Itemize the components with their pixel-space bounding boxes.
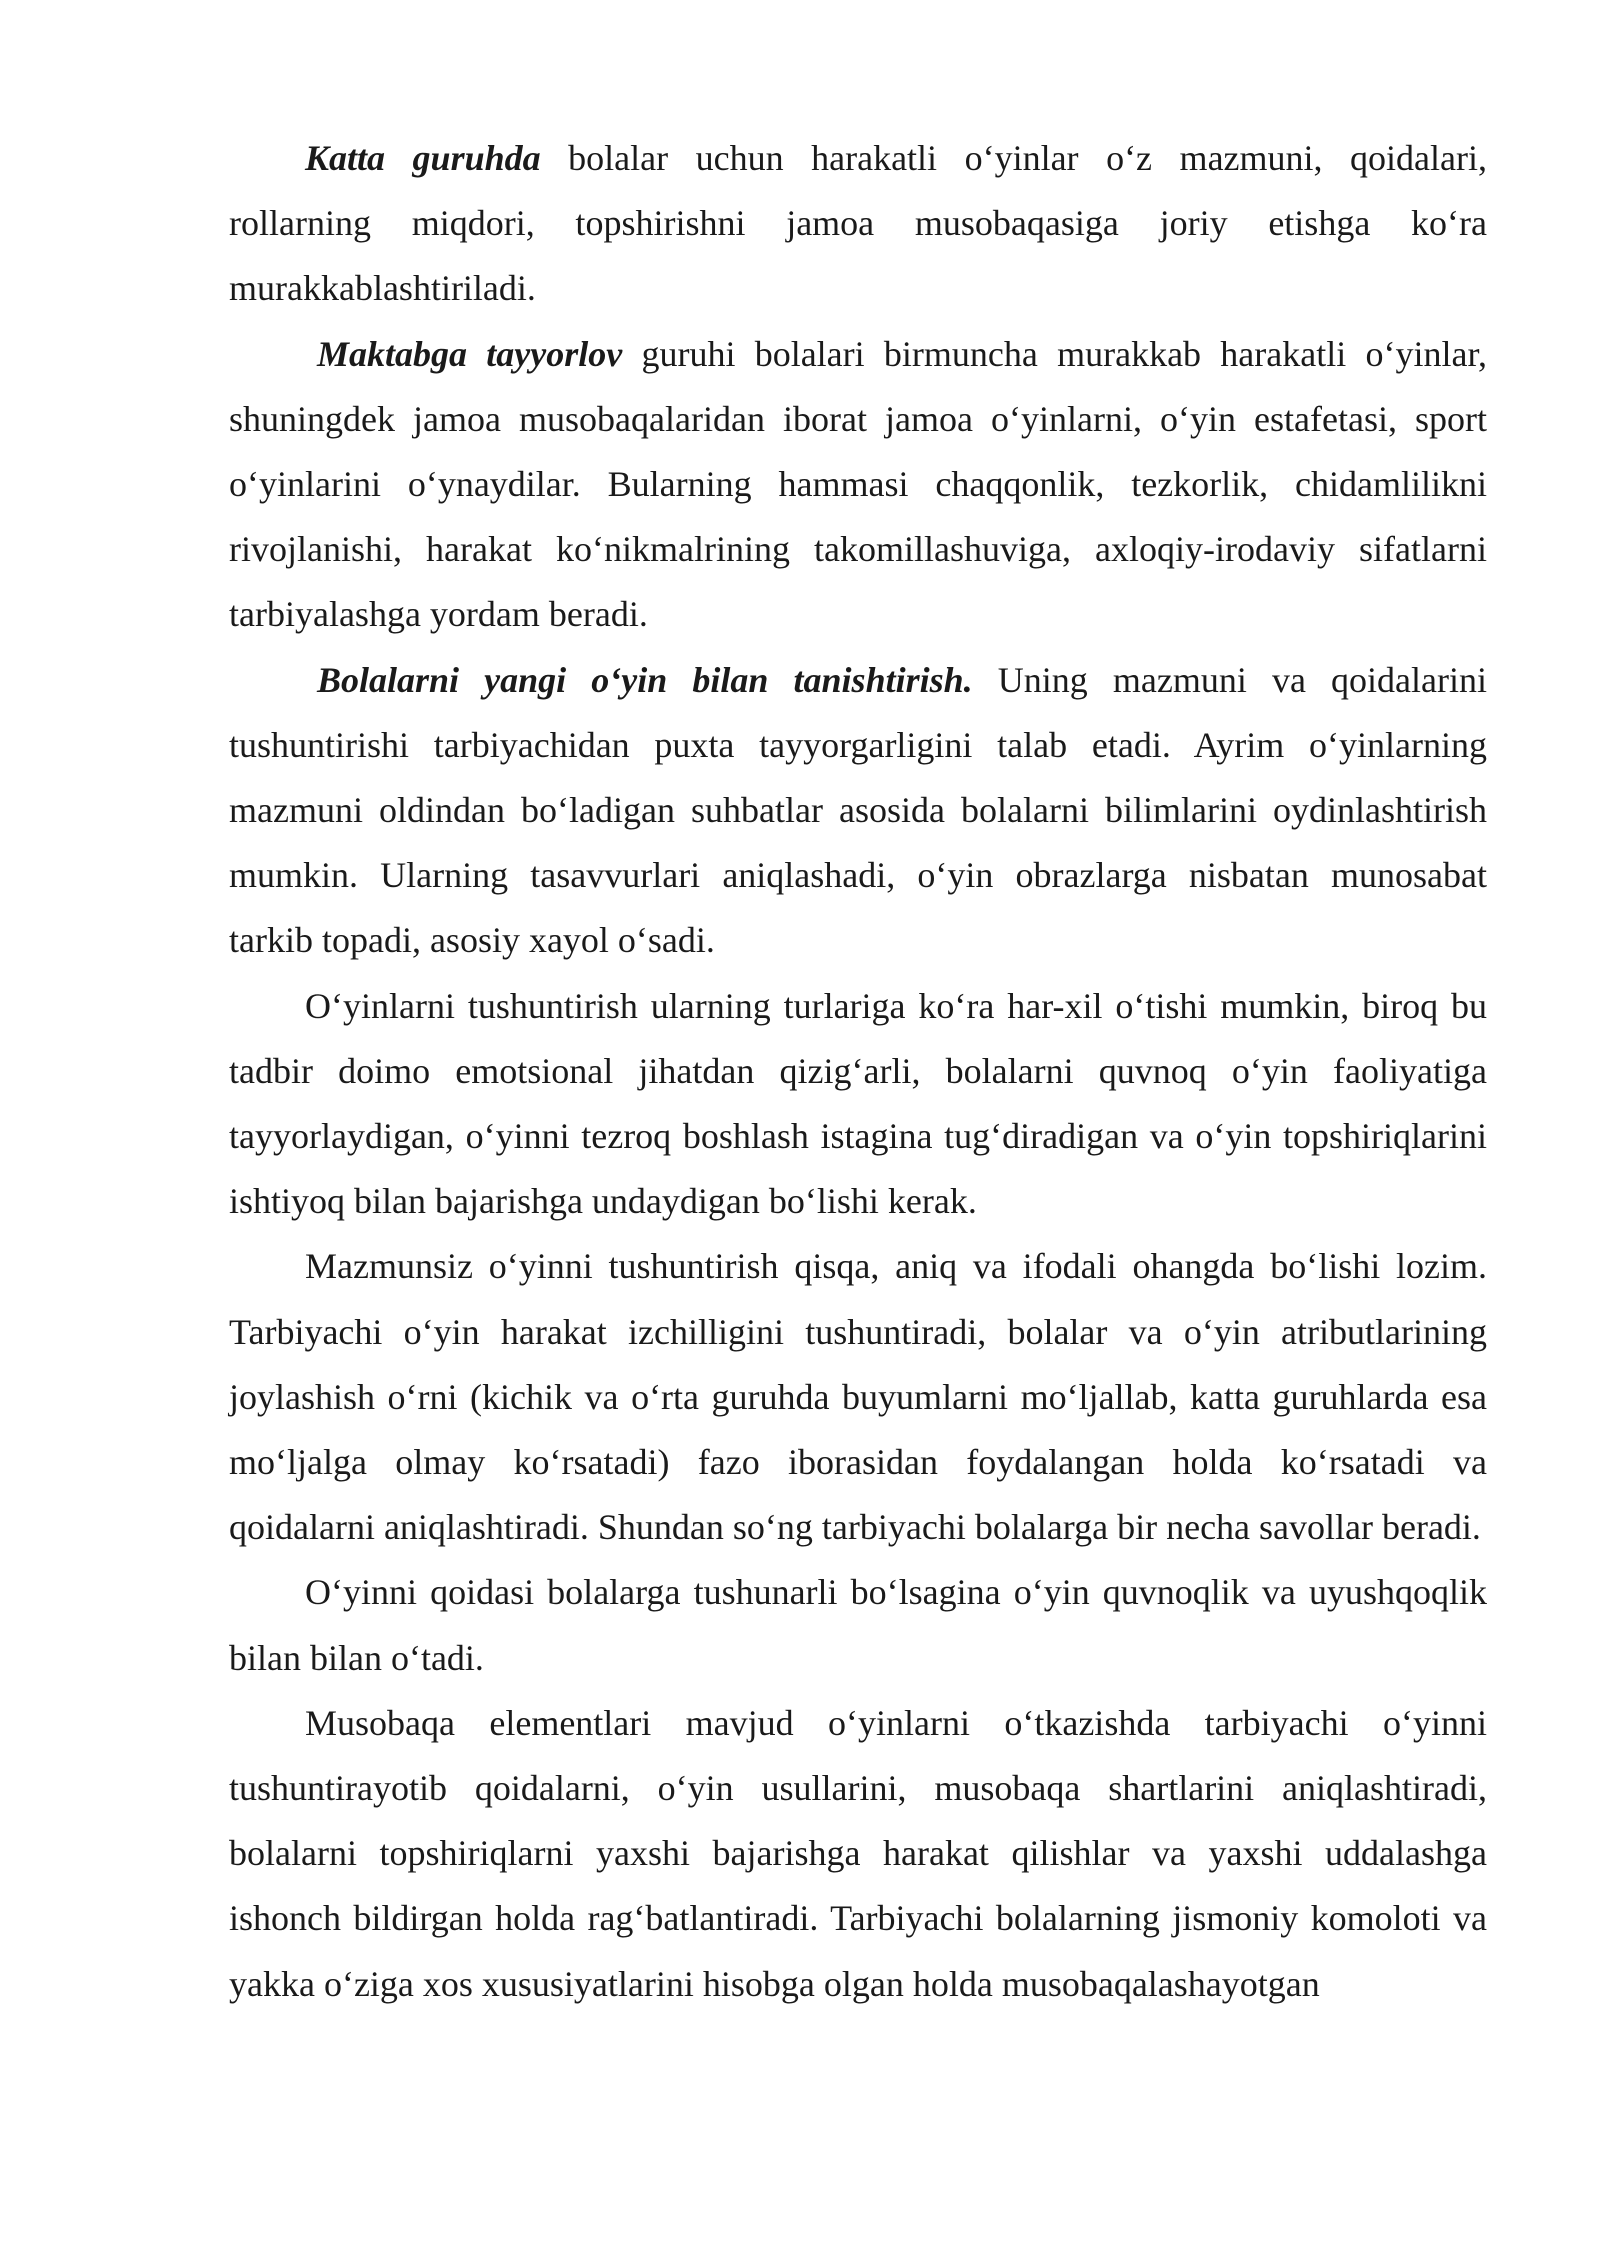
paragraph-text: Musobaqa elementlari mavjud o‘yinlarni o‘tkazishda tarbiyachi o‘yinni tushuntirayotib qoidalarni, o‘yin usullarini, musobaqa shartlarini aniqlashtiradi, bolalarni topshiriqlarni yaxshi bajarishga harakat qilishlar va yaxshi uddalashga ishonch bildirgan holda rag‘batlantiradi. Tarbiyachi bolalarning jismoniy komoloti va yakka o‘ziga xos xususiyatlarini hisobga olgan holda musobaqalashayotgan xyxy=(229,1702,1487,2004)
paragraph-text: guruhi bolalari birmuncha murakkab harakatli o‘yinlar, shuningdek jamoa musobaqalaridan iborat jamoa o‘yinlarni, o‘yin estafetasi, sport o‘yinlarini o‘ynaydilar. Bularning hammasi chaqqonlik, tezkorlik, chidamlilikni rivojlanishi, harakat ko‘nikmalrining takomillashuviga, axloqiy-irodaviy sifatlarni tarbiyalashga yordam beradi. xyxy=(229,333,1487,635)
document-body xyxy=(229,126,1487,2017)
paragraph-musobaqa-elementlari xyxy=(229,1691,1487,2017)
paragraph-lead: Maktabga tayyorlov xyxy=(317,333,623,374)
paragraph-maktabga-tayyorlov xyxy=(229,322,1487,648)
paragraph-text: Mazmunsiz o‘yinni tushuntirish qisqa, aniq va ifodali ohangda bo‘lishi lozim. Tarbiyachi o‘yin harakat izchilligini tushuntiradi, bolalar va o‘yin atributlarining joylashish o‘rni (kichik va o‘rta guruhda buyumlarni mo‘ljallab, katta guruhlarda esa mo‘ljalga olmay ko‘rsatadi) fazo iborasidan foydalangan holda ko‘rsatadi va qoidalarni aniqlashtiradi. Shundan so‘ng tarbiyachi bolalarga bir necha savollar beradi. xyxy=(229,1246,1487,1548)
paragraph-mazmunsiz-oyinni xyxy=(229,1234,1487,1560)
paragraph-oyinni-qoidasi xyxy=(229,1560,1487,1690)
paragraph-lead: Katta guruhda xyxy=(305,138,541,178)
paragraph-text: Uning mazmuni va qoidalarini tushuntirishi tarbiyachidan puxta tayyorgarligini talab etadi. Ayrim o‘yinlarning mazmuni oldindan bo‘ladigan suhbatlar asosida bolalarni bilimlarini oydinlashtirish mumkin. Ularning tasavvurlari aniqlashadi, o‘yin obrazlarga nisbatan munosabat tarkib topadi, asosiy xayol o‘sadi. xyxy=(229,659,1487,961)
paragraph-text: bolalar uchun harakatli o‘yinlar o‘z mazmuni, qoidalari, rollarning miqdori, topshirishni jamoa musobaqasiga joriy etishga ko‘ra murakkablashtiriladi. xyxy=(229,138,1487,309)
paragraph-bolalarni-yangi-oyin xyxy=(229,648,1487,974)
paragraph-oyinlarni-tushuntirish xyxy=(229,974,1487,1235)
paragraph-text: O‘yinlarni tushuntirish ularning turlariga ko‘ra har-xil o‘tishi mumkin, biroq bu tadbir doimo emotsional jihatdan qizig‘arli, bolalarni quvnoq o‘yin faoliyatiga tayyorlaydigan, o‘yinni tezroq boshlash istagina tug‘diradigan va o‘yin topshiriqlarini ishtiyoq bilan bajarishga undaydigan bo‘lishi kerak. xyxy=(229,985,1487,1222)
paragraph-katta-guruhda xyxy=(229,126,1487,322)
paragraph-text: O‘yinni qoidasi bolalarga tushunarli bo‘lsagina o‘yin quvnoqlik va uyushqoqlik bilan bilan o‘tadi. xyxy=(229,1572,1487,1678)
paragraph-lead: Bolalarni yangi o‘yin bilan tanishtirish. xyxy=(317,659,973,700)
